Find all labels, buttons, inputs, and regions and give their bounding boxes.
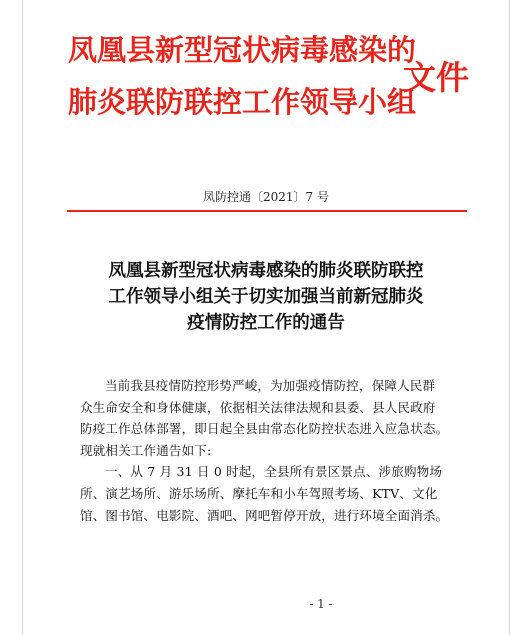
notice-title [23, 258, 509, 336]
issuer-line-2: 肺炎联防联控工作领导小组 [68, 85, 417, 119]
header-divider [67, 210, 467, 212]
body-line: 当前我县疫情防控形势严峻，为加强疫情防控，保障人民群 [105, 378, 436, 393]
body-line: 所、演艺场所、游乐场所、摩托车和小车驾照考场、KTV、文化 [80, 485, 438, 501]
title-line-1: 凤凰县新型冠状病毒感染的肺炎联防联控 [108, 261, 424, 281]
body-line: 现就相关工作通告如下: [80, 442, 212, 458]
notice-body [80, 375, 468, 526]
title-line-2: 工作领导小组关于切实加强当前新冠肺炎 [108, 287, 424, 307]
page-number: - 1 - [309, 597, 333, 611]
body-line: 众生命安全和身体健康，依据相关法律法规和县委、县人民政府 [80, 399, 436, 415]
issuer-line-1: 凤凰县新型冠状病毒感染的 [68, 33, 417, 67]
issuer-name [68, 24, 417, 128]
body-line: 馆、图书馆、电影院、酒吧、网吧暂停开放，进行环境全面消杀。 [80, 507, 449, 523]
body-line: 一、从 7 月 31 日 0 时起，全县所有景区景点、涉旅购物场 [105, 464, 443, 480]
document-type-label: 文件 [403, 58, 469, 97]
document-number: 凤防控通〔2021〕7 号 [203, 190, 329, 204]
document-page [22, 0, 510, 635]
body-line: 防疫工作总体部署，即日起全县由常态化防控状态进入应急状态。 [80, 421, 449, 437]
title-line-3: 疫情防控工作的通告 [187, 313, 345, 333]
